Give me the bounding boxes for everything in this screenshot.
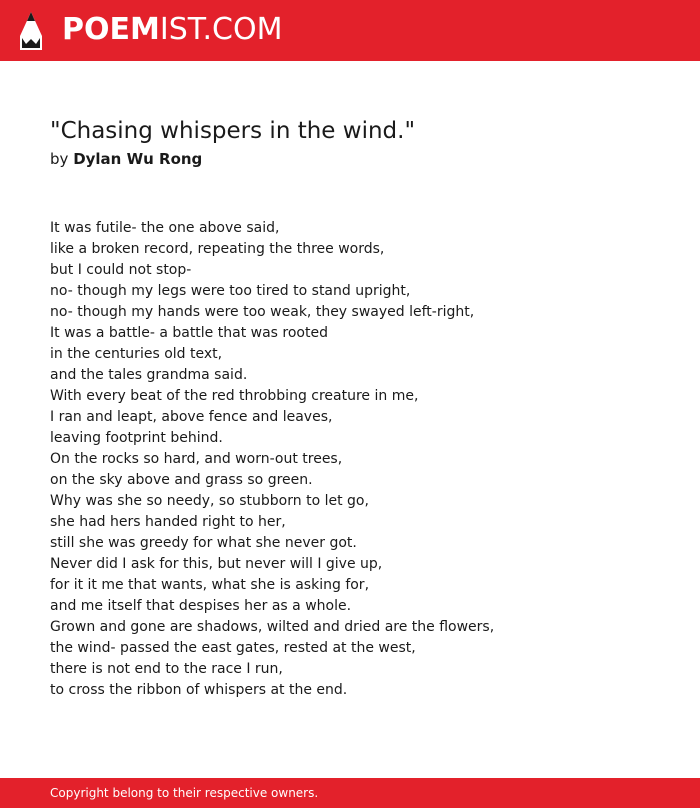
poem-line: no- though my hands were too weak, they swayed left-right,	[50, 304, 475, 320]
poem-line: but I could not stop-	[50, 262, 192, 278]
poem-line: no- though my legs were too tired to stand upright,	[50, 283, 411, 299]
poem-author: Dylan Wu Rong	[73, 150, 203, 168]
brand-bold: POEM	[62, 12, 160, 47]
site-header	[0, 0, 700, 61]
poem-line: With every beat of the red throbbing creature in me,	[50, 388, 419, 404]
poem-line: I ran and leapt, above fence and leaves,	[50, 409, 333, 425]
by-label: by	[50, 150, 69, 168]
site-footer	[0, 778, 700, 808]
poem-line: still she was greedy for what she never got.	[50, 535, 357, 551]
poem-line: Grown and gone are shadows, wilted and dried are the flowers,	[50, 619, 495, 635]
poem-line: on the sky above and grass so green.	[50, 472, 313, 488]
site-logo[interactable]	[62, 10, 282, 50]
poem-line: in the centuries old text,	[50, 346, 223, 362]
poem-line: It was futile- the one above said,	[50, 220, 280, 236]
poem-line: leaving footprint behind.	[50, 430, 223, 446]
poem-line: On the rocks so hard, and worn-out trees,	[50, 451, 343, 467]
pencil-tip-icon	[18, 10, 44, 52]
poem-line: Never did I ask for this, but never will I give up,	[50, 556, 383, 572]
brand-light: IST.COM	[159, 12, 283, 47]
poem-line: the wind- passed the east gates, rested at the west,	[50, 640, 416, 656]
poem-line: she had hers handed right to her,	[50, 514, 286, 530]
poem-line: there is not end to the race I run,	[50, 661, 283, 677]
poem-line: and me itself that despises her as a whole.	[50, 598, 352, 614]
poem-line: for it it me that wants, what she is asking for,	[50, 577, 370, 593]
poem-title: "Chasing whispers in the wind."	[50, 118, 416, 144]
poem-body	[50, 218, 670, 701]
poem-line: to cross the ribbon of whispers at the end.	[50, 682, 348, 698]
byline	[50, 149, 202, 169]
poem-line: Why was she so needy, so stubborn to let go,	[50, 493, 369, 509]
poem-line: like a broken record, repeating the three words,	[50, 241, 385, 257]
poem-line: It was a battle- a battle that was rooted	[50, 325, 328, 341]
poem-line: and the tales grandma said.	[50, 367, 248, 383]
copyright-text: Copyright belong to their respective owners.	[50, 786, 319, 800]
